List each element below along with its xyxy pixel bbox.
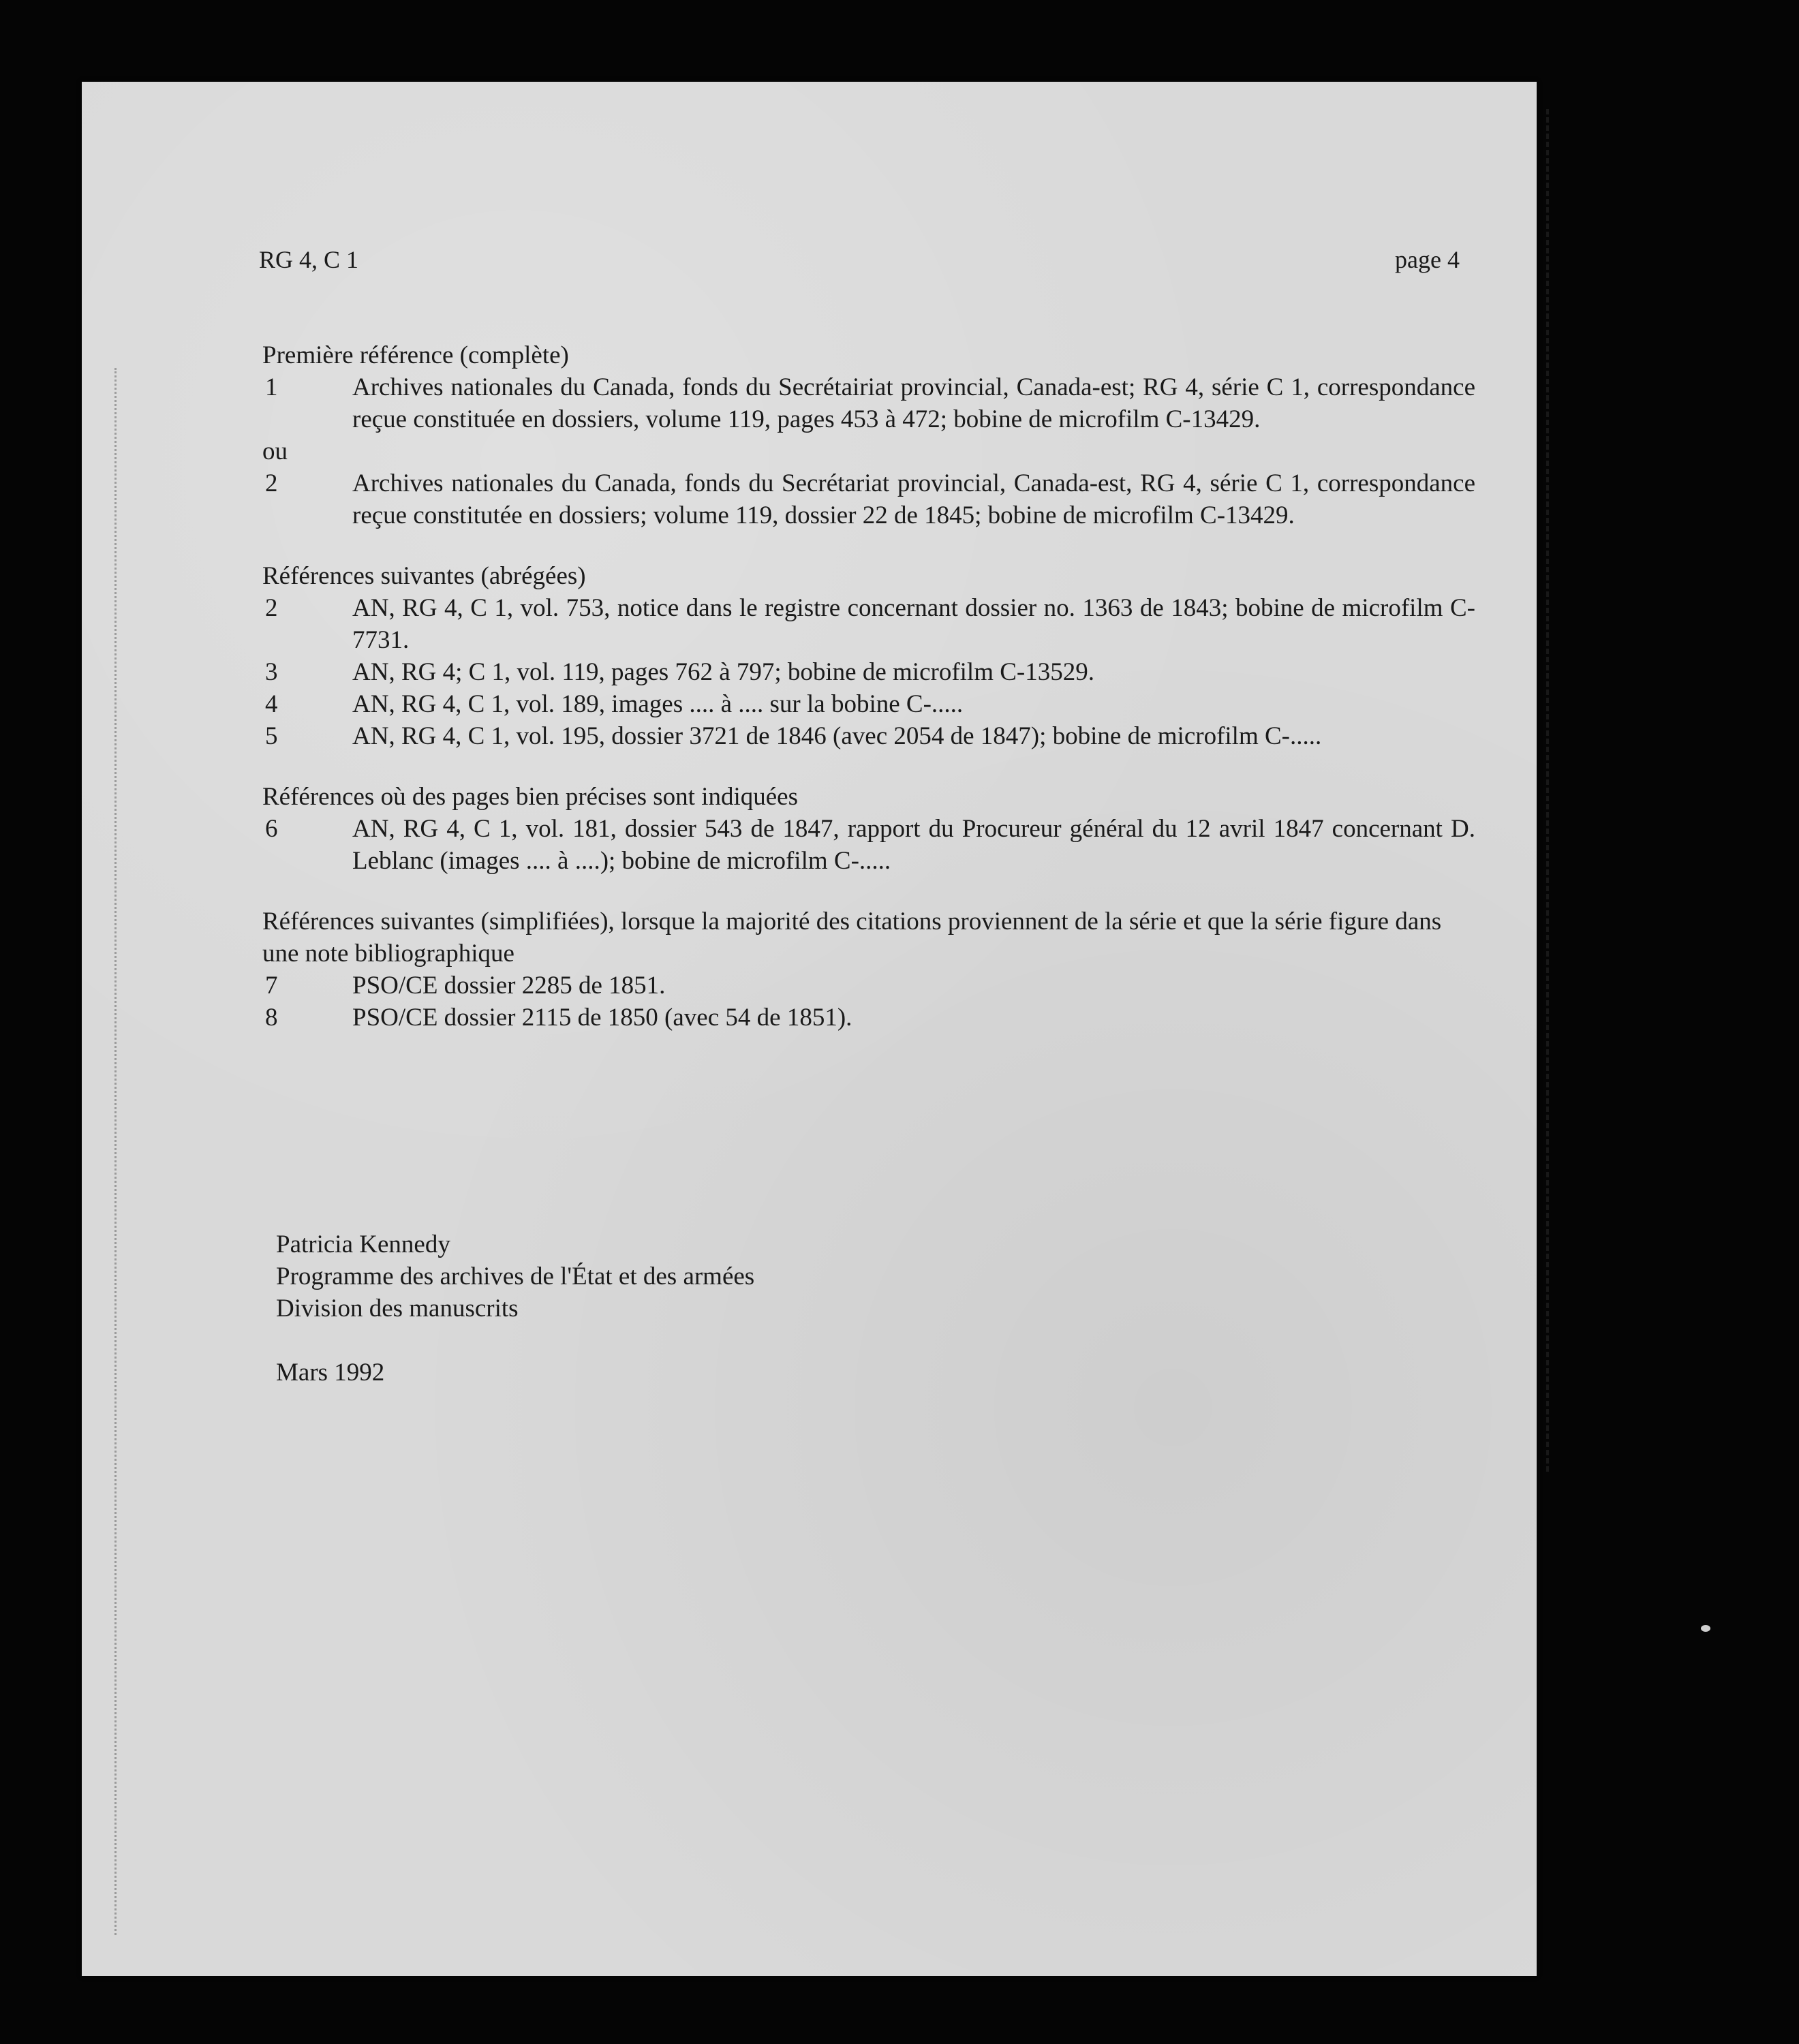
signature-block bbox=[276, 1228, 754, 1389]
item-text: AN, RG 4, C 1, vol. 189, images .... à .... sur la bobine C-..... bbox=[352, 690, 964, 718]
list-item bbox=[262, 720, 1475, 752]
item-text: Archives nationales du Canada, fonds du Secrétariat provincial, Canada-est, RG 4, série C 1, correspondance reçue constitutée en dossiers; volume 119, dossier 22 de 1845; bobine de microfilm C-13429. bbox=[352, 469, 1475, 529]
item-number: 5 bbox=[265, 722, 278, 750]
list-item bbox=[262, 371, 1475, 435]
author-name: Patricia Kennedy bbox=[276, 1230, 450, 1258]
item-number: 1 bbox=[265, 373, 278, 401]
item-text: AN, RG 4; C 1, vol. 119, pages 762 à 797; bobine de microfilm C-13529. bbox=[352, 658, 1094, 686]
first-reference-section bbox=[262, 339, 1475, 531]
precise-pages-section bbox=[262, 781, 1475, 877]
item-text: AN, RG 4, C 1, vol. 195, dossier 3721 de 1846 (avec 2054 de 1847); bobine de microfilm C-..... bbox=[352, 722, 1322, 750]
item-text: AN, RG 4, C 1, vol. 181, dossier 543 de 1847, rapport du Procureur général du 12 avril 1847 concernant D. Leblanc (images .... à ....); bobine de microfilm C-..... bbox=[352, 815, 1475, 875]
item-number: 2 bbox=[265, 594, 278, 622]
list-item bbox=[262, 688, 1475, 720]
list-item bbox=[262, 1002, 1475, 1034]
list-item bbox=[262, 467, 1475, 531]
abbreviated-references-section bbox=[262, 560, 1475, 752]
or-connector: ou bbox=[262, 437, 288, 465]
item-text: Archives nationales du Canada, fonds du Secrétairiat provincial, Canada-est; RG 4, série C 1, correspondance reçue constituée en dossiers, volume 119, pages 453 à 472; bobine de microfilm C-13429. bbox=[352, 373, 1475, 433]
item-text: AN, RG 4, C 1, vol. 753, notice dans le registre concernant dossier no. 1363 de 1843; bobine de microfilm C-7731. bbox=[352, 594, 1475, 654]
series-reference: RG 4, C 1 bbox=[259, 246, 359, 273]
list-item bbox=[262, 813, 1475, 877]
list-item bbox=[262, 970, 1475, 1002]
author-program: Programme des archives de l'État et des armées bbox=[276, 1263, 755, 1290]
item-number: 3 bbox=[265, 658, 278, 686]
author-division: Division des manuscrits bbox=[276, 1295, 519, 1322]
item-number: 2 bbox=[265, 469, 278, 497]
scan-edge-marks bbox=[114, 368, 119, 1935]
simplified-references-section bbox=[262, 905, 1475, 1034]
item-number: 8 bbox=[265, 1004, 278, 1032]
item-number: 6 bbox=[265, 815, 278, 843]
item-text: PSO/CE dossier 2285 de 1851. bbox=[352, 972, 666, 1000]
section-heading: Références suivantes (abrégées) bbox=[262, 562, 586, 590]
scan-speck bbox=[1701, 1625, 1710, 1632]
scan-edge-marks bbox=[1542, 109, 1549, 1472]
document-page bbox=[82, 82, 1537, 1976]
item-text: PSO/CE dossier 2115 de 1850 (avec 54 de 1851). bbox=[352, 1004, 852, 1032]
item-number: 4 bbox=[265, 690, 278, 718]
list-item bbox=[262, 656, 1475, 688]
document-body bbox=[262, 339, 1475, 1034]
section-heading: Références où des pages bien précises sont indiquées bbox=[262, 783, 798, 811]
item-number: 7 bbox=[265, 972, 278, 1000]
page-header bbox=[259, 245, 1460, 274]
section-heading: Première référence (complète) bbox=[262, 341, 569, 369]
section-heading: Références suivantes (simplifiées), lorsque la majorité des citations proviennent de la série et que la série figure dans une note bibliographique bbox=[262, 908, 1442, 967]
document-date: Mars 1992 bbox=[276, 1359, 385, 1387]
list-item bbox=[262, 592, 1475, 656]
page-number: page 4 bbox=[1395, 246, 1460, 273]
